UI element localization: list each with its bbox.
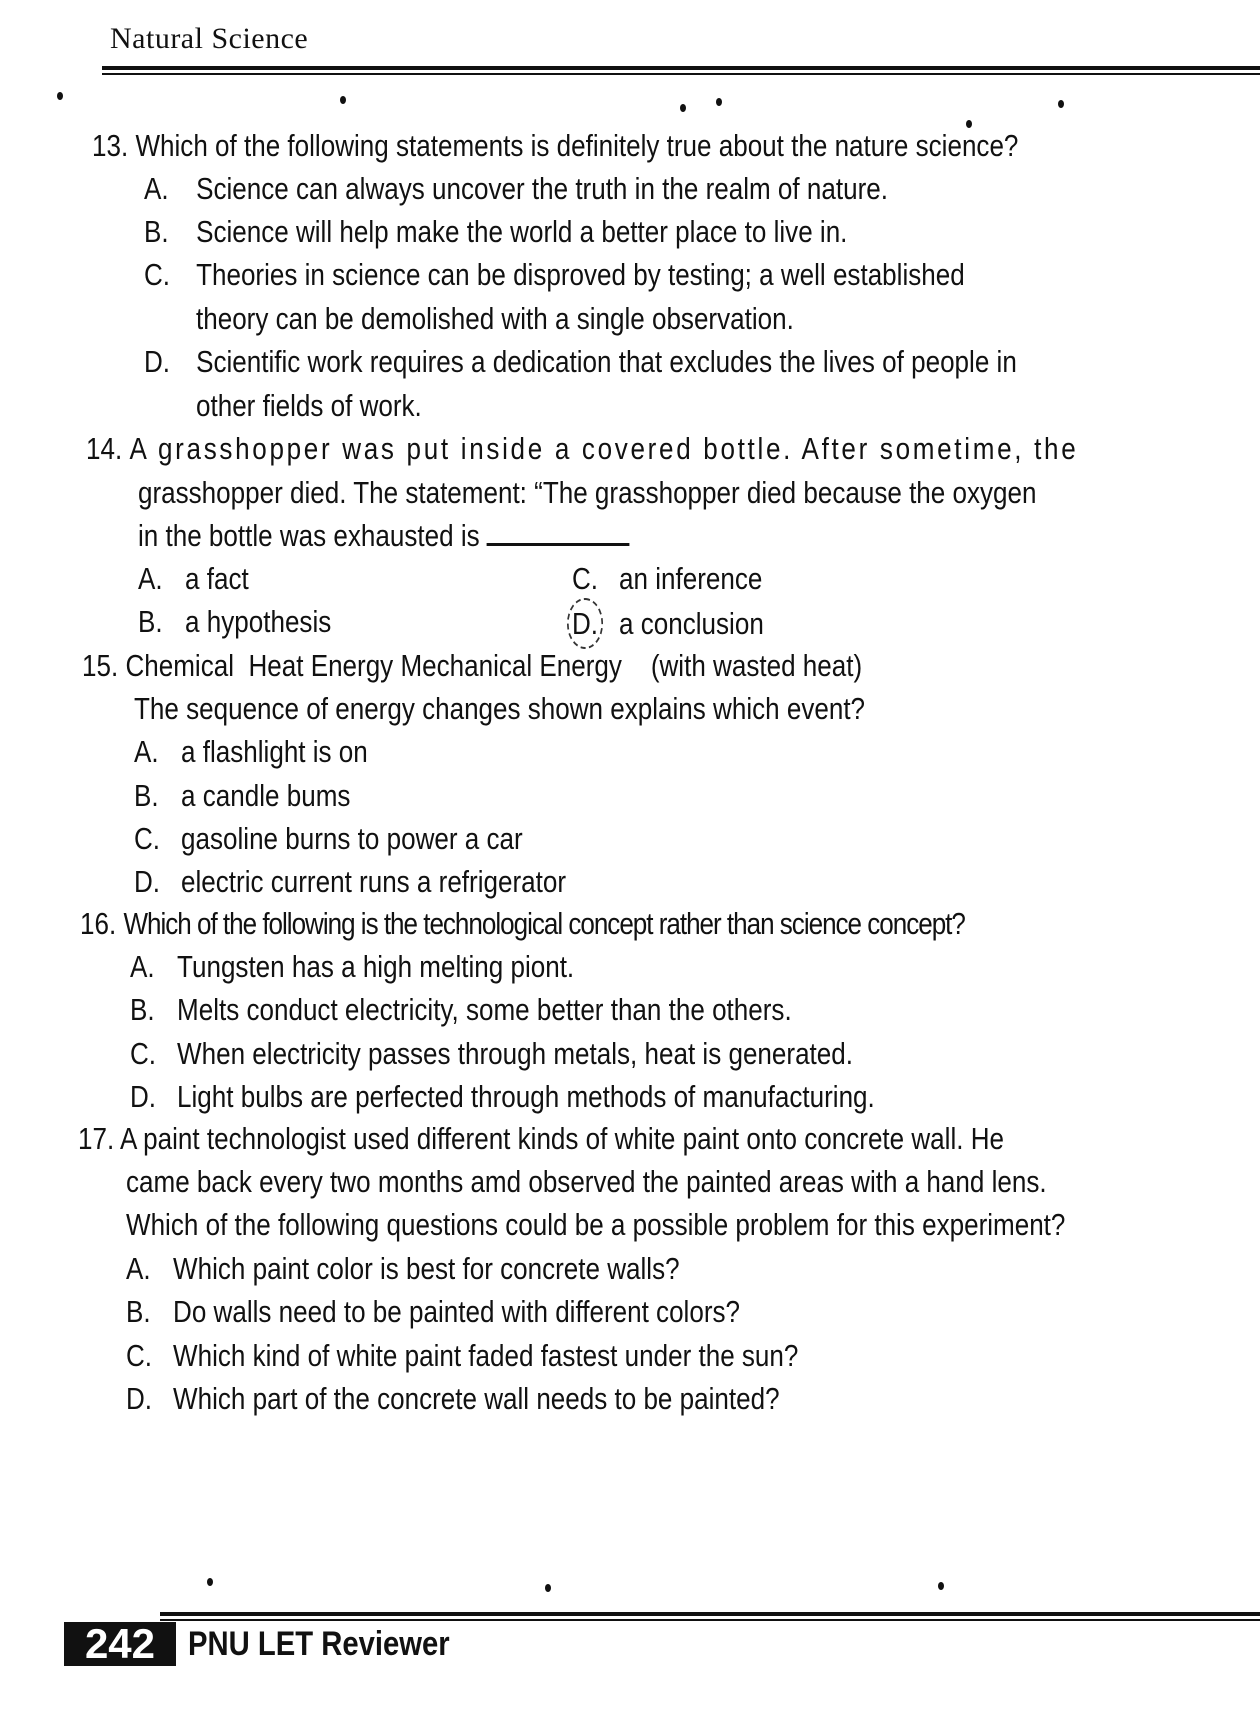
option-text: a conclusion <box>619 606 764 641</box>
option-d-continued: other fields of work. <box>196 388 422 423</box>
question-stem <box>80 900 965 947</box>
option-a <box>126 1245 680 1292</box>
stem-line: Which of the following is the technological concept rather than science concept? <box>123 906 965 941</box>
option-letter: C. <box>130 1036 157 1071</box>
option-letter: B. <box>138 604 163 639</box>
option-text: Do walls need to be painted with different colors? <box>173 1294 741 1329</box>
stem-line: A paint technologist used different kinds of white paint onto concrete wall. He <box>120 1121 1004 1156</box>
header-rule-thin <box>102 73 1260 75</box>
scan-speck <box>1058 100 1064 108</box>
option-c <box>572 555 762 602</box>
scan-speck <box>716 98 722 106</box>
question-number: 17. <box>78 1121 115 1156</box>
option-a <box>138 555 249 602</box>
option-text: Science can always uncover the truth in the realm of nature. <box>196 171 888 206</box>
scan-speck <box>545 1584 551 1592</box>
option-letter: A. <box>134 734 159 769</box>
scan-speck <box>966 120 972 128</box>
question-stem <box>92 122 1018 169</box>
option-text: Tungsten has a high melting piont. <box>177 949 575 984</box>
option-letter: B. <box>134 778 159 813</box>
scan-speck <box>57 92 63 100</box>
option-letter: C. <box>126 1338 153 1373</box>
answer-blank <box>487 517 630 546</box>
option-c-continued: theory can be demolished with a single observation. <box>196 301 794 336</box>
option-b <box>134 772 350 819</box>
question-number: 15. <box>82 648 119 683</box>
option-text: an inference <box>619 561 763 596</box>
header-title: Natural Science <box>110 22 309 55</box>
stem-line: Chemical Heat Energy Mechanical Energy (with wasted heat) <box>125 648 863 683</box>
question-number: 16. <box>80 906 117 941</box>
scan-speck <box>207 1578 213 1586</box>
option-letter: D. <box>126 1381 153 1416</box>
option-d <box>130 1073 875 1120</box>
option-text: Melts conduct electricity, some better than the others. <box>177 992 792 1027</box>
option-letter: A. <box>138 561 163 596</box>
option-text: a fact <box>185 561 249 596</box>
option-letter: A. <box>126 1251 151 1286</box>
page-number: 242 <box>64 1622 176 1666</box>
option-text: Science will help make the world a better place to live in. <box>196 214 848 249</box>
option-d <box>134 858 566 905</box>
question-stem <box>82 642 862 689</box>
option-b <box>130 986 792 1033</box>
header-rule <box>102 66 1260 70</box>
option-b <box>126 1288 740 1335</box>
footer-title: PNU LET Reviewer <box>188 1625 450 1663</box>
option-c <box>126 1332 798 1379</box>
option-letter: D. <box>144 344 171 379</box>
option-a <box>130 943 574 990</box>
option-text: Scientific work requires a dedication that excludes the lives of people in <box>196 344 1017 379</box>
option-text: Which paint color is best for concrete walls? <box>173 1251 680 1286</box>
option-text: Light bulbs are perfected through methods of manufacturing. <box>177 1079 875 1114</box>
stem-line-with-blank <box>138 512 630 559</box>
option-text: a hypothesis <box>185 604 332 639</box>
option-text: a flashlight is on <box>181 734 368 769</box>
stem-line: in the bottle was exhausted is <box>138 518 480 553</box>
footer-rule-thin <box>160 1619 1260 1621</box>
circled-answer-mark: D. <box>567 598 603 649</box>
stem-line: Which of the following questions could be a possible problem for this experiment? <box>126 1207 1066 1242</box>
option-c <box>134 815 523 862</box>
option-letter: A. <box>144 171 169 206</box>
option-letter: A. <box>130 949 155 984</box>
option-text: Theories in science can be disproved by testing; a well established <box>196 257 965 292</box>
option-letter: C. <box>144 257 171 292</box>
scan-speck <box>340 96 346 104</box>
option-text: electric current runs a refrigerator <box>181 864 566 899</box>
option-a <box>134 728 368 775</box>
option-b <box>144 208 847 255</box>
scan-speck <box>680 104 686 112</box>
option-d <box>126 1375 780 1422</box>
option-letter: C. <box>572 561 599 596</box>
option-text: When electricity passes through metals, heat is generated. <box>177 1036 853 1071</box>
option-a <box>144 165 888 212</box>
option-text: gasoline burns to power a car <box>181 821 523 856</box>
option-d <box>144 338 1017 385</box>
option-letter: B. <box>126 1294 151 1329</box>
option-text: Which kind of white paint faded fastest under the sun? <box>173 1338 799 1373</box>
option-c <box>144 251 965 298</box>
option-c <box>130 1030 853 1077</box>
scan-speck <box>938 1582 944 1590</box>
footer-rule <box>160 1612 1260 1616</box>
option-letter: D. <box>134 864 161 899</box>
option-b <box>138 598 331 645</box>
stem-line: A grasshopper was put inside a covered bottle. After sometime, the <box>129 431 1079 466</box>
option-letter: B. <box>144 214 169 249</box>
question-number: 13. <box>92 128 129 163</box>
stem-line: Which of the following statements is definitely true about the nature science? <box>135 128 1019 163</box>
option-text: Which part of the concrete wall needs to be painted? <box>173 1381 780 1416</box>
question-number: 14. <box>86 431 123 466</box>
stem-line: came back every two months amd observed the painted areas with a hand lens. <box>126 1164 1047 1199</box>
option-letter: B. <box>130 992 155 1027</box>
stem-line: grasshopper died. The statement: “The grasshopper died because the oxygen <box>138 475 1037 510</box>
question-stem <box>86 425 1078 472</box>
stem-line: The sequence of energy changes shown explains which event? <box>134 691 866 726</box>
option-letter: D. <box>130 1079 157 1114</box>
option-text: a candle bums <box>181 778 351 813</box>
option-letter: C. <box>134 821 161 856</box>
question-stem <box>78 1115 1004 1162</box>
